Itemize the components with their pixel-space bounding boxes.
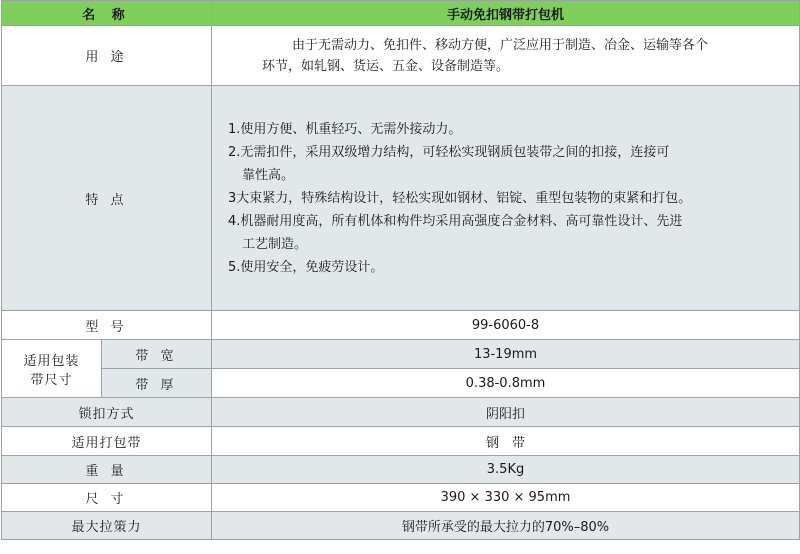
feature-item: 1.使用方便、机重轻巧、无需外接动力。: [228, 121, 462, 137]
strap-type-value: 钢 带: [212, 427, 800, 456]
strap-type-row: [2, 427, 800, 456]
dimensions-value: 390 × 330 × 95mm: [212, 484, 800, 512]
strap-thickness-label: 带 厚: [102, 369, 212, 398]
dimensions-label: 尺 寸: [2, 484, 212, 512]
features-row: [2, 86, 800, 311]
strap-thickness-row: [2, 369, 800, 398]
lock-method-row: [2, 398, 800, 427]
strap-width-label: 带 宽: [102, 340, 212, 369]
usage-label: 用 途: [2, 26, 212, 86]
model-value: 99-6060-8: [212, 311, 800, 340]
feature-item: 2.无需扣件，采用双级增力结构，可轻松实现钢质包装带之间的扣接，连接可: [228, 144, 670, 160]
header-row: [2, 1, 800, 26]
max-tension-row: [2, 512, 800, 540]
feature-item: 5.使用安全，免疲劳设计。: [228, 259, 384, 275]
max-tension-label: 最大拉策力: [2, 512, 212, 540]
max-tension-value: 钢带所承受的最大拉力的70%–80%: [212, 512, 800, 540]
model-row: [2, 311, 800, 340]
strap-width-row: [2, 340, 800, 369]
strap-thickness-value: 0.38-0.8mm: [212, 369, 800, 398]
features-label: 特 点: [2, 86, 212, 311]
strap-type-label: 适用打包带: [2, 427, 212, 456]
product-name: 手动免扣钢带打包机: [212, 1, 800, 26]
weight-value: 3.5Kg: [212, 456, 800, 484]
strap-size-label-line-1: 适用包装: [23, 353, 80, 369]
usage-text: [212, 26, 800, 86]
usage-line-1: 由于无需动力、免扣件、移动方便，广泛应用于制造、冶金、运输等各个: [292, 37, 709, 53]
weight-row: [2, 456, 800, 484]
name-label: 名 称: [2, 1, 212, 26]
model-label: 型 号: [2, 311, 212, 340]
features-list: [212, 86, 800, 311]
usage-line-2: 环节，如轧钢、货运、五金、设备制造等。: [262, 58, 510, 74]
strap-width-value: 13-19mm: [212, 340, 800, 369]
feature-item-continuation: 工艺制造。: [242, 236, 308, 252]
feature-item: 3大束紧力，特殊结构设计，轻松实现如钢材、铝锭、重型包装物的束紧和打包。: [228, 190, 692, 206]
lock-method-value: 阴阳扣: [212, 398, 800, 427]
strap-size-label: [2, 340, 102, 398]
dimensions-row: [2, 484, 800, 512]
usage-row: [2, 26, 800, 86]
strap-size-label-line-2: 带尺寸: [30, 372, 73, 388]
weight-label: 重 量: [2, 456, 212, 484]
feature-item: 4.机器耐用度高，所有机体和构件均采用高强度合金材料、高可靠性设计、先进: [228, 213, 683, 229]
feature-item-continuation: 靠性高。: [242, 167, 295, 183]
spec-table: [1, 0, 800, 540]
lock-method-label: 锁扣方式: [2, 398, 212, 427]
